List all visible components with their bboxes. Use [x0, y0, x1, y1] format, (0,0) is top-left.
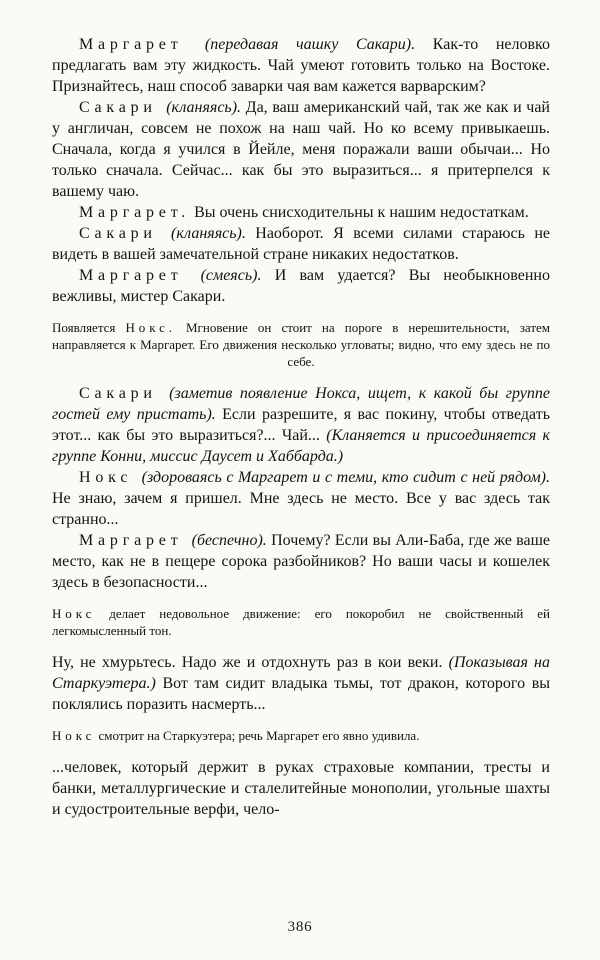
character-name: Нокс. [125, 320, 176, 335]
dialogue-text: Если разрешите, я вас покину, чтобы отведать этот... как бы это выразиться?... Чай... [52, 406, 551, 444]
dialogue-text: делает недовольное движение: его покоробил не свойственный ей легкомысленный тон. [52, 606, 550, 638]
dialogue-paragraph [52, 652, 550, 715]
dialogue-text: Вот там сидит владыка тьмы, тот дракон, которого вы поклялись поразить насмерть... [52, 675, 550, 713]
dialogue-paragraph [52, 530, 550, 593]
stage-note-inline: (заметив появление Нокса, ищет, к какой бы группе гостей ему пристать). [52, 385, 550, 423]
stage-note-inline: (передавая чашку Сакари). [204, 36, 416, 53]
dialogue-text: Как-то неловко предлагать вам эту жидкость. Чай умеют готовить только на Востоке. Признайтесь, наш способ заварки чая вам кажется варварским? [52, 36, 550, 95]
dialogue-text: смотрит на Старкуэтера; речь Маргарет его явно удивила. [95, 728, 420, 743]
dialogue-paragraph [52, 223, 550, 265]
dialogue-text: Вы очень снисходительны к нашим недостаткам. [190, 204, 529, 221]
dialogue-paragraph [52, 265, 550, 307]
page-text [52, 34, 550, 820]
stage-note-inline: (беспечно). [191, 532, 267, 549]
stage-note-inline: (Показывая на Старкуэтера.) [52, 654, 550, 692]
stage-direction [52, 605, 550, 639]
character-name: Маргарет [79, 267, 201, 284]
character-name: Сакари [79, 225, 172, 242]
stage-note-inline: (кланяясь). [171, 225, 246, 242]
stage-direction [52, 727, 550, 744]
dialogue-paragraph [52, 383, 550, 467]
dialogue-text: Да, ваш американский чай, так же как и чай у англичан, совсем не похож на наш чай. Но ко всему привыкаешь. Сначала, когда я учился в Йейле, меня поражали ваши обычаи... Но только сначала. Сейчас... как бы это выразиться... я притерпелся к вашему чаю. [52, 99, 550, 200]
character-name: Сакари [79, 99, 167, 116]
page-number: 386 [287, 919, 313, 935]
dialogue-text: ...человек, который держит в руках страховые компании, тресты и банки, металлургические и сталелитейные монополии, угольные шахты и судостроительные верфи, чело- [52, 759, 550, 818]
stage-note-inline: (смеясь). [200, 267, 262, 284]
stage-note-inline: (кланяясь). [166, 99, 242, 116]
dialogue-text: И вам удается? Вы необыкновенно вежливы, мистер Сакари. [52, 267, 550, 305]
dialogue-text: Ну, не хмурьтесь. Надо же и отдохнуть раз в кои веки. [52, 654, 449, 671]
dialogue-text: Не знаю, зачем я пришел. Мне здесь не место. Все у вас здесь так странно... [52, 490, 550, 528]
dialogue-text: Мгновение он стоит на пороге в нерешительности, затем направляется к Маргарет. Его движения несколько угловаты; видно, что ему здесь не по себе. [52, 320, 550, 369]
dialogue-paragraph [52, 34, 550, 97]
character-name: Маргарет [79, 36, 205, 53]
character-name: Нокс [52, 606, 96, 621]
character-name: Нокс [52, 728, 96, 743]
dialogue-paragraph [52, 97, 550, 202]
dialogue-text: Наоборот. Я всеми силами стараюсь не видеть в вашей замечательной стране никаких недостатков. [52, 225, 550, 263]
dialogue-paragraph [52, 757, 550, 820]
dialogue-text: Появляется [52, 320, 126, 335]
stage-note-inline: (здороваясь с Маргарет и с теми, кто сидит с ней рядом). [141, 469, 551, 486]
character-name: Маргарет. [79, 204, 191, 221]
dialogue-paragraph [52, 202, 550, 223]
dialogue-text: Почему? Если вы Али-Баба, где же ваше место, как не в пещере сорока разбойников? Но ваши часы и кошелек здесь в безопасности... [52, 532, 550, 591]
stage-note-inline: (Кланяется и присоединяется к группе Конни, миссис Даусет и Хаббарда.) [52, 427, 551, 465]
character-name: Маргарет [79, 532, 192, 549]
stage-direction [52, 319, 550, 370]
character-name: Нокс [79, 469, 142, 486]
character-name: Сакари [79, 385, 170, 402]
dialogue-paragraph [52, 467, 550, 530]
